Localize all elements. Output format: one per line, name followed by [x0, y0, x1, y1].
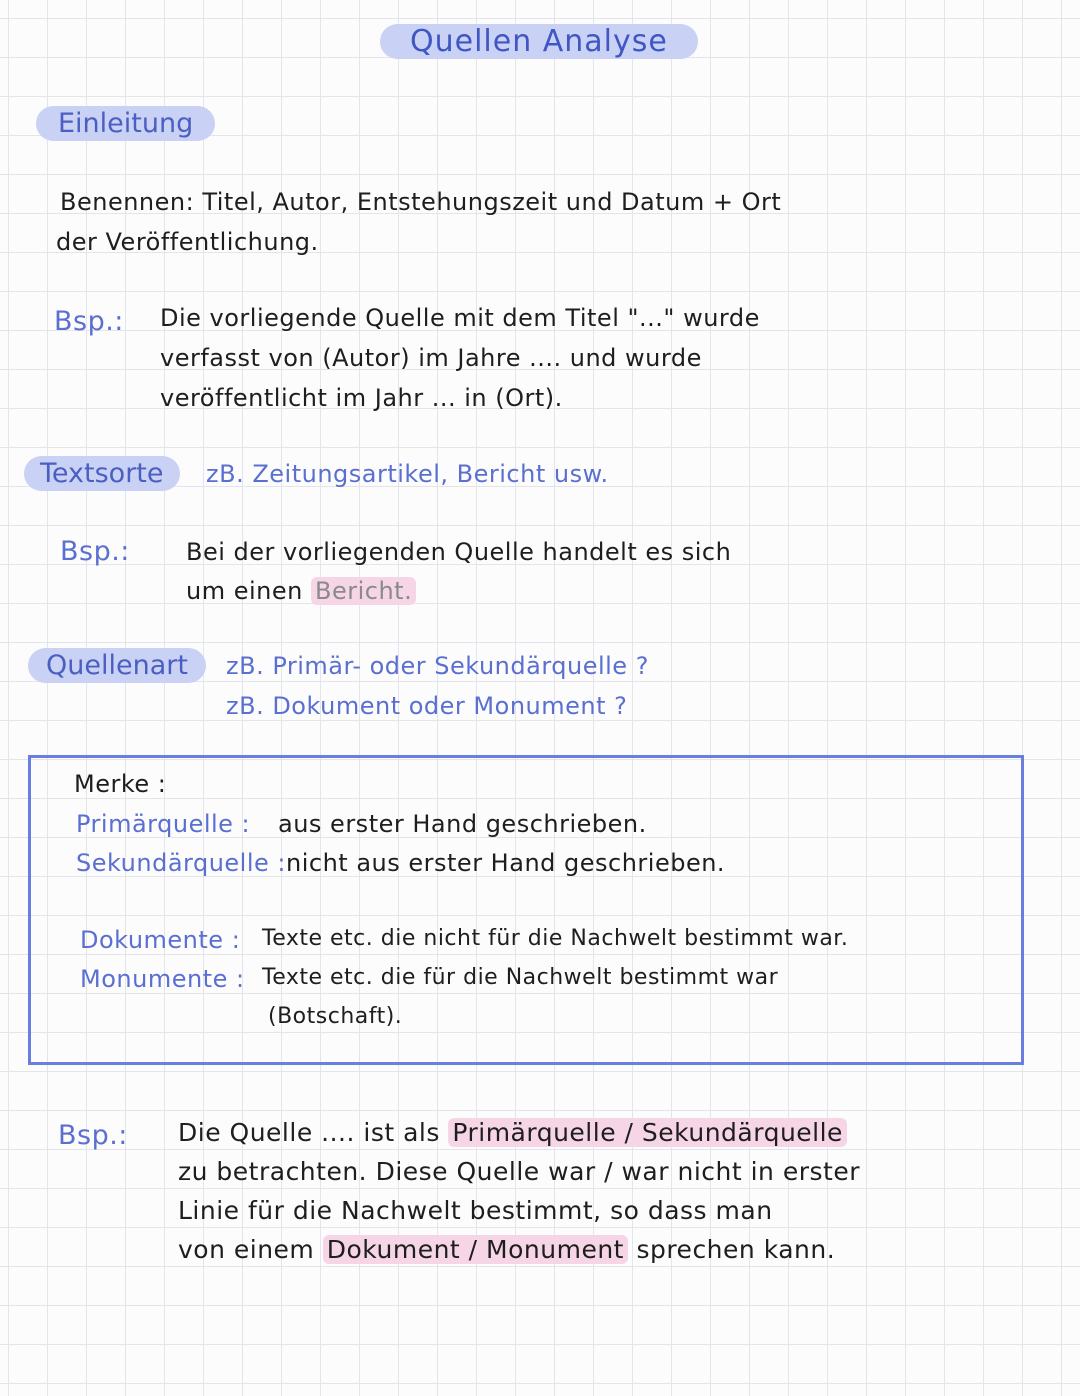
- einleitung-example: [160, 298, 760, 418]
- textsorte-example-line-1: Bei der vorliegenden Quelle handelt es sich: [186, 538, 732, 566]
- final-example-line-4-prefix: von einem: [178, 1235, 315, 1264]
- bsp-label-textsorte: Bsp.:: [60, 536, 130, 567]
- section-heading-textsorte: Textsorte: [24, 456, 180, 491]
- quellenart-line-2: zB. Dokument oder Monument ?: [226, 692, 628, 720]
- final-example-line-1-highlight: Primärquelle / Sekundärquelle: [448, 1118, 847, 1147]
- quellenart-line-1: zB. Primär- oder Sekundärquelle ?: [226, 652, 649, 680]
- page-title: Quellen Analyse: [380, 24, 698, 59]
- final-example-line-2: zu betrachten. Diese Quelle war / war nicht in erster: [178, 1157, 860, 1186]
- einleitung-example-line: veröffentlicht im Jahr ... in (Ort).: [160, 384, 563, 412]
- final-example-line-1: [178, 1118, 847, 1147]
- final-example-line-3: Linie für die Nachwelt bestimmt, so dass man: [178, 1196, 773, 1225]
- merke-primaer-text: aus erster Hand geschrieben.: [278, 810, 647, 838]
- merke-sekundaer-text: nicht aus erster Hand geschrieben.: [286, 849, 726, 877]
- merke-dokumente-text: Texte etc. die nicht für die Nachwelt bestimmt war.: [262, 926, 849, 951]
- einleitung-example-line: verfasst von (Autor) im Jahre .... und wurde: [160, 344, 702, 372]
- final-example-line-4-suffix: sprechen kann.: [636, 1235, 836, 1264]
- section-heading-quellenart: Quellenart: [28, 648, 206, 683]
- merke-heading: Merke :: [74, 770, 167, 798]
- final-example-line-1-prefix: Die Quelle .... ist als: [178, 1118, 440, 1147]
- textsorte-example-highlight: Bericht.: [311, 577, 416, 605]
- bsp-label-final: Bsp.:: [58, 1120, 128, 1151]
- merke-primaer-label: Primärquelle :: [76, 810, 251, 838]
- merke-dokumente-label: Dokumente :: [80, 926, 241, 954]
- merke-sekundaer-label: Sekundärquelle :: [76, 849, 286, 877]
- einleitung-line-1: Benennen: Titel, Autor, Entstehungszeit und Datum + Ort: [60, 188, 782, 216]
- textsorte-example-line-2: [186, 577, 416, 605]
- merke-monumente-text-2: (Botschaft).: [268, 1004, 403, 1029]
- textsorte-example-prefix: um einen: [186, 577, 303, 605]
- einleitung-line-2: der Veröffentlichung.: [56, 228, 319, 256]
- merke-monumente-text: Texte etc. die für die Nachwelt bestimmt war: [262, 965, 779, 990]
- final-example-line-4-highlight: Dokument / Monument: [323, 1235, 628, 1264]
- merke-monumente-label: Monumente :: [80, 965, 245, 993]
- merke-box: [28, 755, 1024, 1065]
- einleitung-example-line: Die vorliegende Quelle mit dem Titel "..." wurde: [160, 304, 760, 332]
- bsp-label-einleitung: Bsp.:: [54, 306, 124, 337]
- textsorte-examples: zB. Zeitungsartikel, Bericht usw.: [206, 460, 609, 488]
- section-heading-einleitung: Einleitung: [36, 106, 215, 141]
- final-example-line-4: [178, 1235, 835, 1264]
